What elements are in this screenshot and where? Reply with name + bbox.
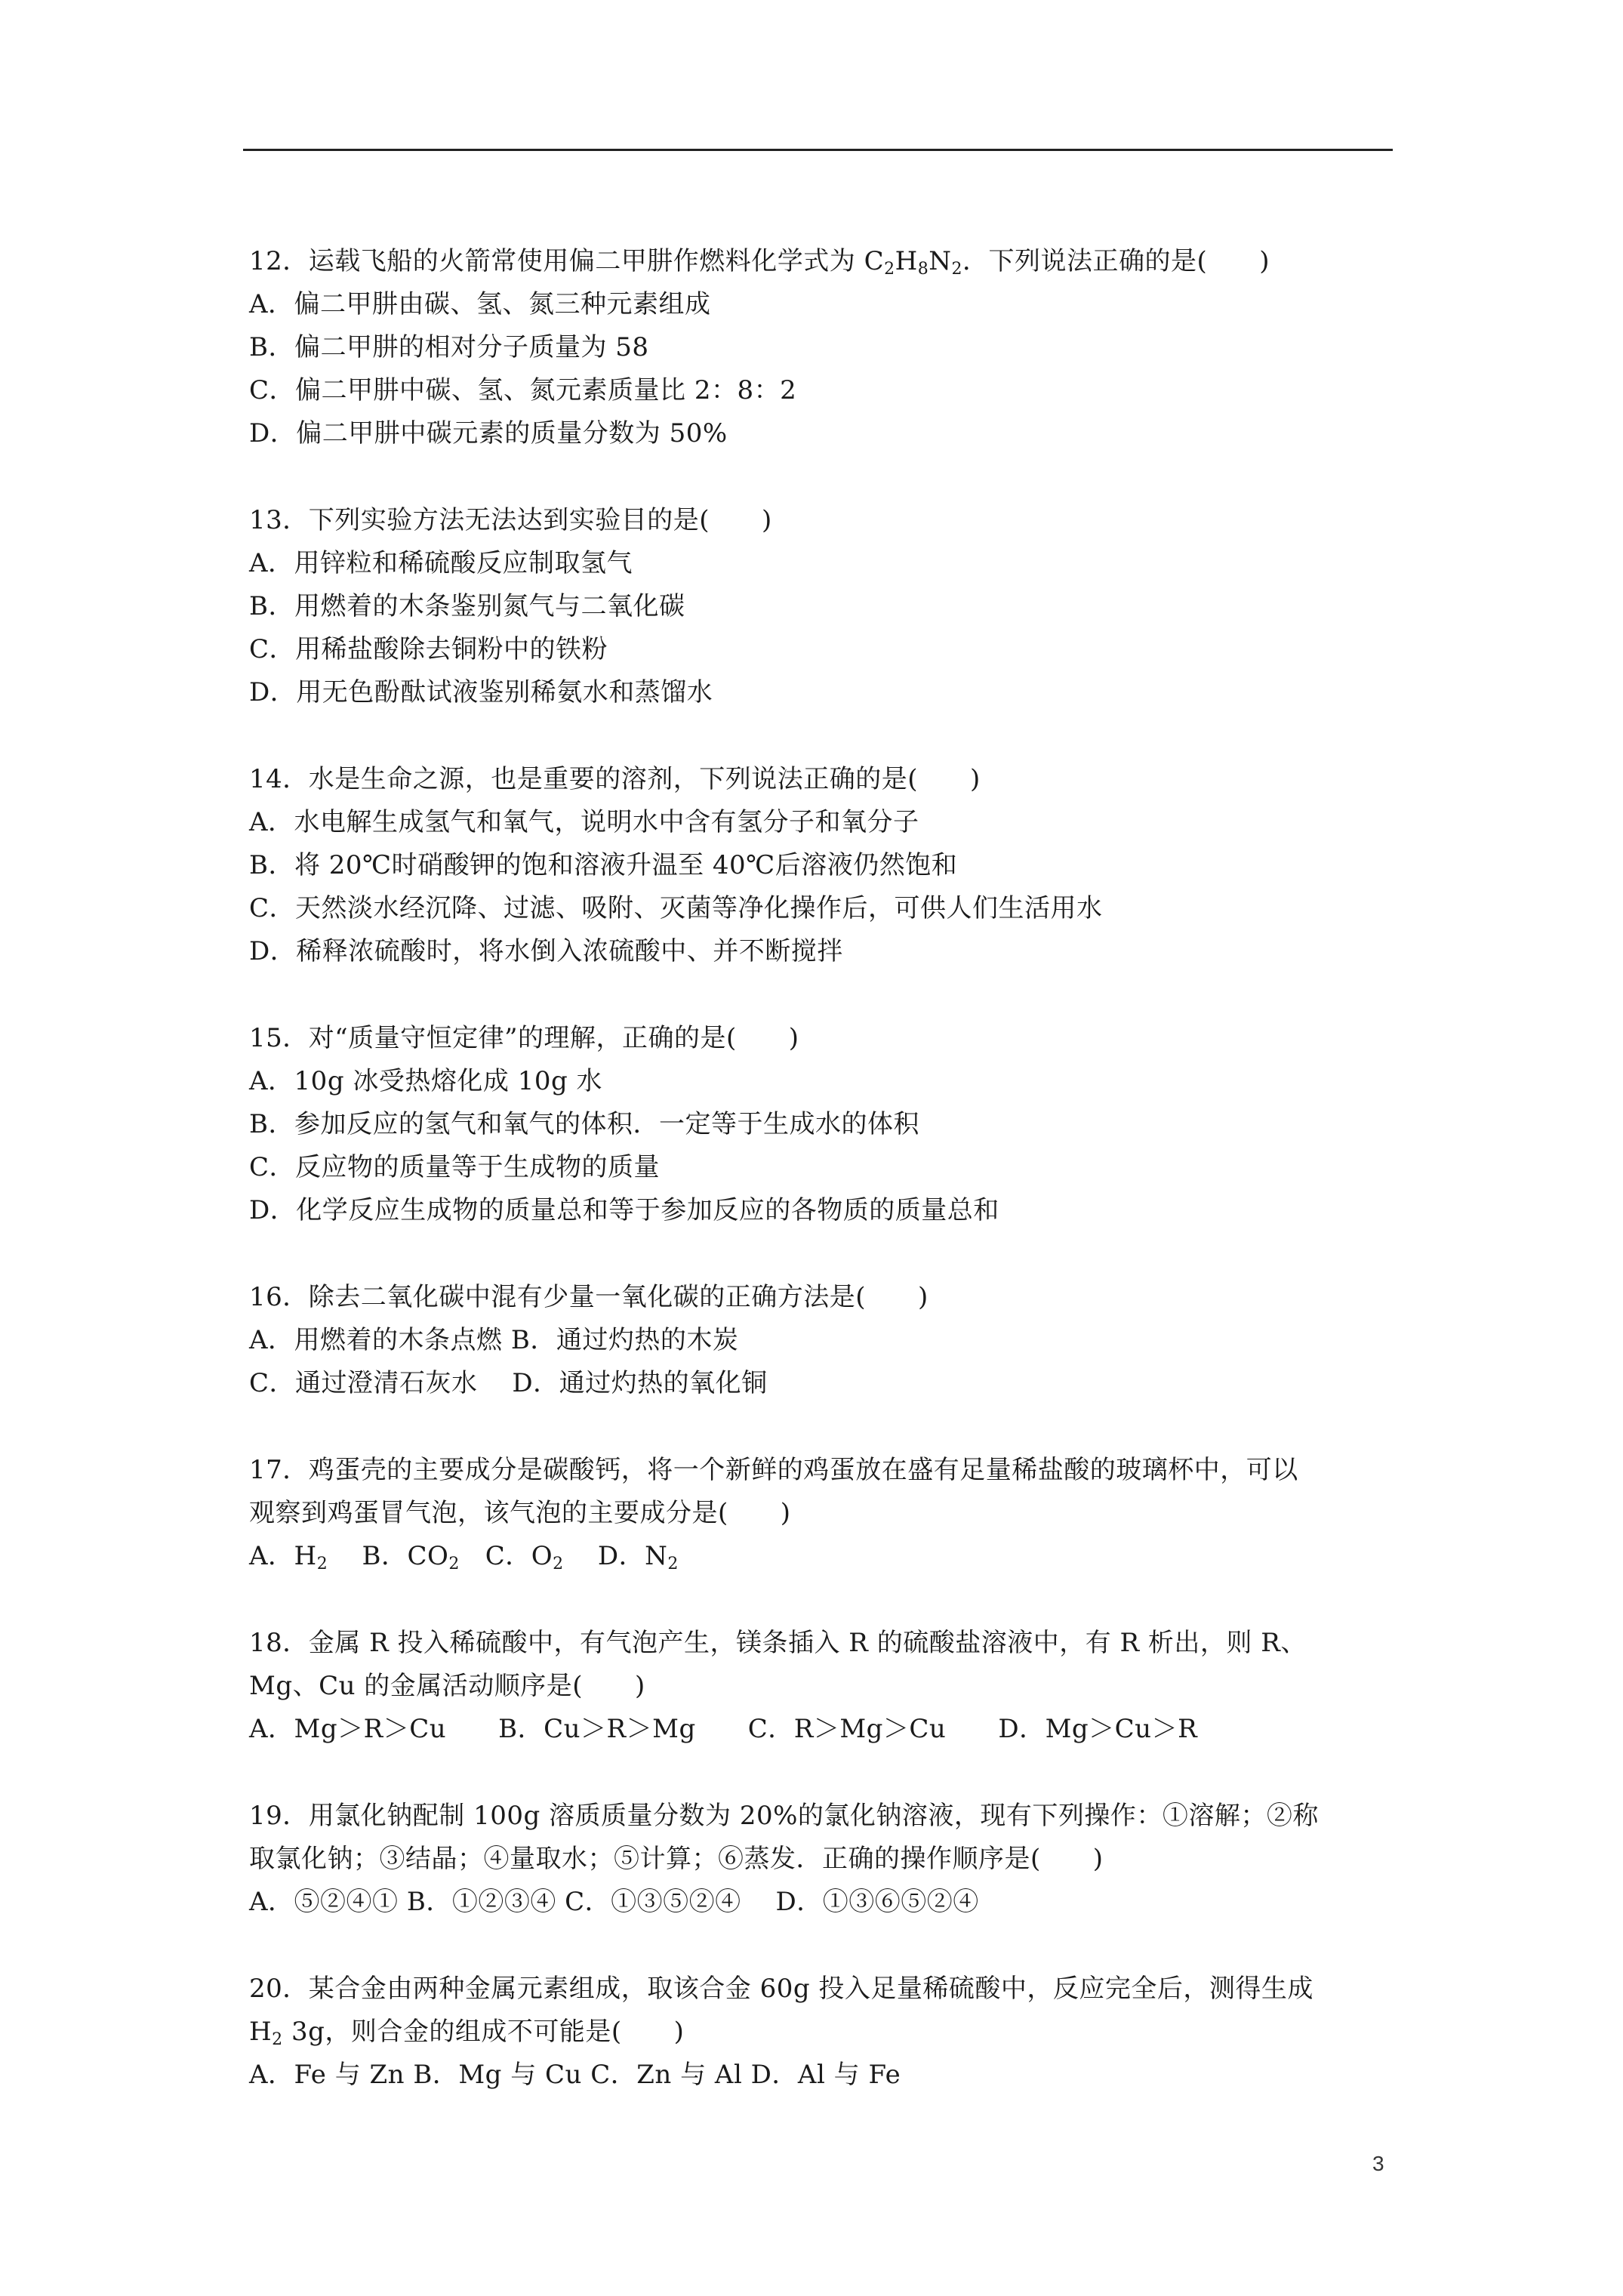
option-d: D．用无色酚酞试液鉴别稀氨水和蒸馏水 [249, 677, 713, 707]
option-c: C．天然淡水经沉降、过滤、吸附、灭菌等净化操作后，可供人们生活用水 [249, 893, 1103, 923]
question-12 [249, 240, 1397, 455]
header-rule [243, 149, 1393, 151]
question-19 [249, 1795, 1397, 1924]
question-18 [249, 1622, 1397, 1751]
question-stem: 16．除去二氧化碳中混有少量一氧化碳的正确方法是( ) [249, 1282, 929, 1312]
question-stem-line-2: 观察到鸡蛋冒气泡，该气泡的主要成分是( ) [249, 1498, 791, 1528]
question-stem-line-2: Mg、Cu 的金属活动顺序是( ) [249, 1671, 645, 1701]
option-a: A．偏二甲肼由碳、氢、氮三种元素组成 [249, 289, 711, 319]
question-stem: 13．下列实验方法无法达到实验目的是( ) [249, 505, 772, 535]
question-stem-line-2: $H_2$ 3g，则合金的组成不可能是( ) [249, 2017, 685, 2049]
option-a: A．用锌粒和稀硫酸反应制取氢气 [249, 548, 633, 578]
option-line-ab: A．用燃着的木条点燃 B．通过灼热的木炭 [249, 1325, 739, 1355]
question-15 [249, 1017, 1397, 1232]
question-13 [249, 499, 1397, 714]
question-stem-line-1: 17．鸡蛋壳的主要成分是碳酸钙，将一个新鲜的鸡蛋放在盛有足量稀盐酸的玻璃杯中，可以 [249, 1455, 1298, 1485]
page-number: 3 [1372, 2152, 1384, 2175]
option-c: C．$O_2$ [485, 1541, 564, 1573]
question-16 [249, 1276, 1397, 1405]
question-stem-line-1: 19．用氯化钠配制 100g 溶质质量分数为 20%的氯化钠溶液，现有下列操作：①溶解；②称 [249, 1801, 1319, 1831]
question-stem: 14．水是生命之源，也是重要的溶剂，下列说法正确的是( ) [249, 764, 981, 794]
option-b: B．参加反应的氢气和氧气的体积．一定等于生成水的体积 [249, 1109, 919, 1139]
option-d: D．偏二甲肼中碳元素的质量分数为 50% [249, 418, 728, 448]
option-a: A．$H_2$ [249, 1541, 328, 1573]
option-d: D．化学反应生成物的质量总和等于参加反应的各物质的质量总和 [249, 1195, 999, 1225]
option-a: A．水电解生成氢气和氧气，说明水中含有氢分子和氧分子 [249, 807, 919, 837]
question-stem: 12．运载飞船的火箭常使用偏二甲肼作燃料化学式为 $C_2H_8N_2$．下列说法正确的是( ) [249, 246, 1270, 279]
option-d: D．$N_2$ [597, 1541, 679, 1573]
question-stem: 15．对“质量守恒定律”的理解，正确的是( ) [249, 1023, 799, 1053]
question-list [249, 240, 1397, 2140]
question-14 [249, 758, 1397, 973]
question-17 [249, 1449, 1397, 1578]
option-line: A．Fe 与 Zn B．Mg 与 Cu C．Zn 与 Al D．Al 与 Fe [249, 2060, 901, 2090]
option-d: D．稀释浓硫酸时，将水倒入浓硫酸中、并不断搅拌 [249, 936, 843, 966]
question-20 [249, 1968, 1397, 2097]
question-stem-line-1: 20．某合金由两种金属元素组成，取该合金 60g 投入足量稀硫酸中，反应完全后，测得生成 [249, 1974, 1313, 2004]
option-b: B．$CO_2$ [362, 1541, 460, 1573]
option-b: B．将 20℃时硝酸钾的饱和溶液升温至 40℃后溶液仍然饱和 [249, 850, 958, 880]
option-line-cd: C．通过澄清石灰水 D．通过灼热的氧化铜 [249, 1368, 768, 1398]
option-line: A．⑤②④① B．①②③④ C．①③⑤②④ D．①③⑥⑤②④ [249, 1887, 979, 1917]
option-b: B．用燃着的木条鉴别氮气与二氧化碳 [249, 591, 685, 621]
option-line: A．Mg＞R＞Cu B．Cu＞R＞Mg C．R＞Mg＞Cu D．Mg＞Cu＞R [249, 1714, 1198, 1744]
question-stem-line-1: 18．金属 R 投入稀硫酸中，有气泡产生，镁条插入 R 的硫酸盐溶液中，有 R 析出，则 R、 [249, 1628, 1307, 1658]
question-stem-line-2: 取氯化钠；③结晶；④量取水；⑤计算；⑥蒸发．正确的操作顺序是( ) [249, 1844, 1104, 1874]
option-a: A．10g 冰受热熔化成 10g 水 [249, 1066, 603, 1096]
option-b: B．偏二甲肼的相对分子质量为 58 [249, 332, 649, 362]
option-c: C．偏二甲肼中碳、氢、氮元素质量比 2：8：2 [249, 375, 797, 405]
option-c: C．反应物的质量等于生成物的质量 [249, 1152, 661, 1182]
option-c: C．用稀盐酸除去铜粉中的铁粉 [249, 634, 608, 664]
option-line [249, 1535, 1397, 1578]
